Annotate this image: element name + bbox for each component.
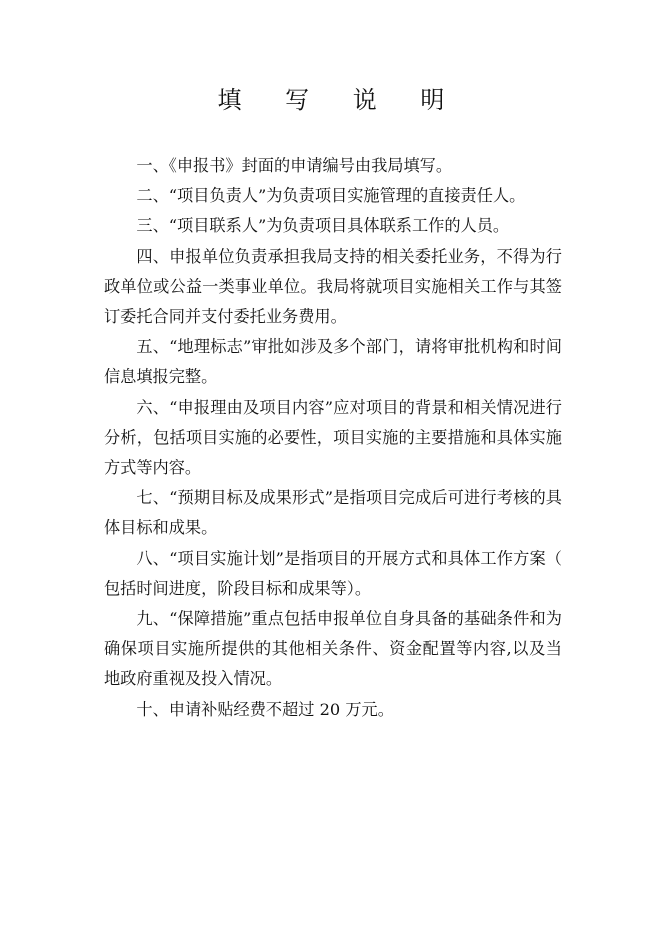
instruction-item-10: 十、申请补贴经费不超过 20 万元。: [136, 699, 394, 719]
instruction-item-1: 一、《申报书》封面的申请编号由我局填写。: [136, 156, 453, 175]
instruction-item-9: 九、“保障措施”重点包括申报单位自身具备的基础条件和为确保项目实施所提供的其他相关条件、资金配置等内容,以及当地政府重视及投入情况。: [104, 609, 562, 689]
instruction-item-2: 二、“项目负责人”为负责项目实施管理的直接责任人。: [136, 186, 526, 206]
instruction-item-5: 五、“地理标志”审批如涉及多个部门，请将审批机构和时间信息填报完整。: [104, 337, 562, 387]
instruction-item-8: 八、“项目实施计划”是指项目的开展方式和具体工作方案（包括时间进度，阶段目标和成果等）。: [104, 548, 562, 598]
page-title: 填 写 说 明: [217, 86, 463, 114]
instruction-item-6: 六、“申报理由及项目内容”应对项目的背景和相关情况进行分析，包括项目实施的必要性，项目实施的主要措施和具体实施方式等内容。: [104, 397, 562, 478]
instructions-body: [104, 151, 562, 725]
instruction-item-4: 四、申报单位负责承担我局支持的相关委托业务，不得为行政单位或公益一类事业单位。我局将就项目实施相关工作与其签订委托合同并支付委托业务费用。: [104, 246, 562, 327]
instruction-item-7: 七、“预期目标及成果形式”是指项目完成后可进行考核的具体目标和成果。: [104, 488, 562, 538]
instruction-item-3: 三、“项目联系人”为负责项目具体联系工作的人员。: [136, 216, 510, 236]
